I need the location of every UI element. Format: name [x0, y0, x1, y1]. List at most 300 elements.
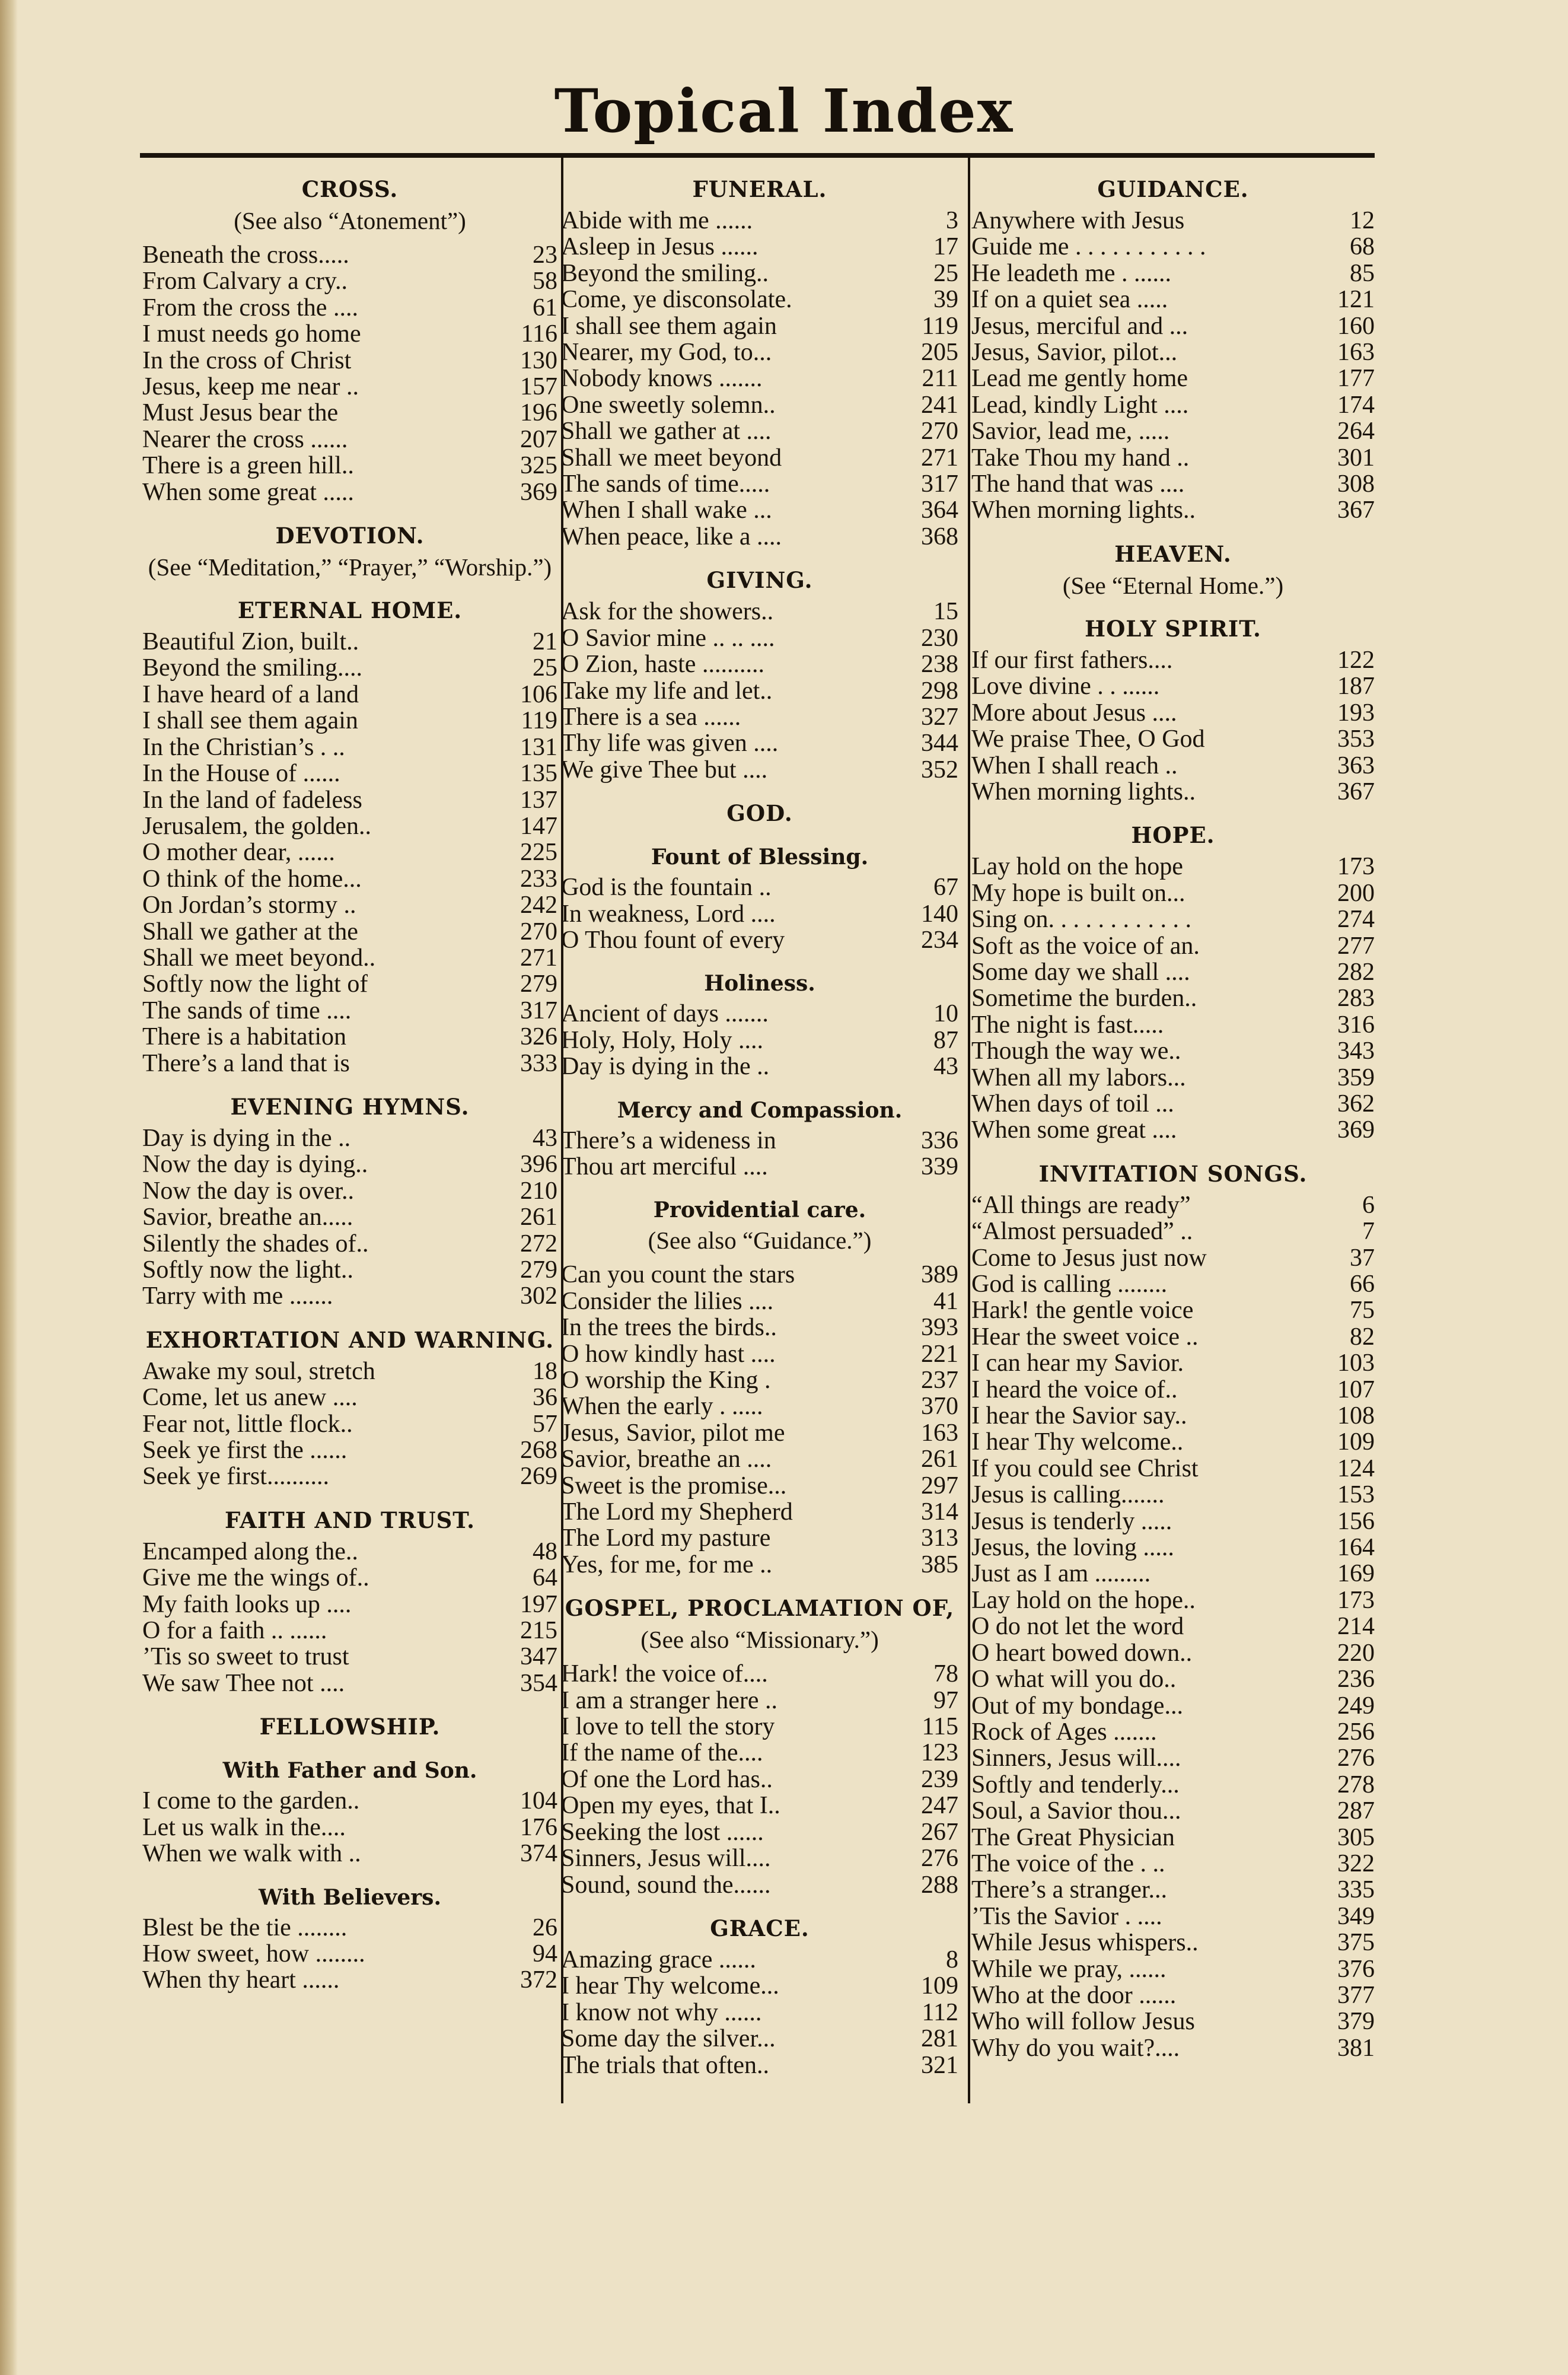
hymn-number: 43	[933, 1053, 958, 1081]
index-entry	[561, 730, 958, 756]
hymn-number: 25	[533, 654, 557, 682]
index-section	[142, 1507, 557, 1696]
hymn-title: We saw Thee not ....	[142, 1670, 345, 1697]
index-entry	[971, 339, 1375, 365]
hymn-number: 278	[1337, 1771, 1375, 1798]
hymn-number: 261	[921, 1446, 958, 1473]
hymn-title: Take Thou my hand ..	[971, 444, 1190, 472]
hymn-number: 239	[921, 1765, 958, 1793]
hymn-number: 385	[921, 1551, 958, 1578]
index-section	[971, 176, 1375, 524]
hymn-number: 372	[520, 1966, 557, 1994]
hymn-title: Just as I am .........	[971, 1561, 1151, 1587]
hymn-title: The sands of time ....	[142, 997, 352, 1024]
hymn-number: 321	[921, 2051, 958, 2079]
index-entry	[561, 1740, 958, 1766]
hymn-title: I know not why ......	[561, 1999, 762, 2026]
hymn-title: Now the day is over..	[142, 1177, 354, 1205]
hymn-number: 349	[1337, 1902, 1375, 1930]
index-entry	[142, 1151, 557, 1177]
section-heading: HOPE.	[1131, 822, 1215, 849]
index-entry	[142, 1411, 557, 1437]
index-entry	[142, 708, 557, 734]
hymn-title: While we pray, ......	[971, 1956, 1167, 1982]
hymn-number: 287	[1337, 1797, 1375, 1825]
hymn-number: 108	[1337, 1402, 1375, 1430]
hymn-title: Of one the Lord has..	[561, 1766, 773, 1793]
index-entry	[561, 365, 958, 391]
index-entry	[142, 1024, 557, 1050]
index-entry	[561, 1947, 958, 1973]
hymn-number: 283	[1337, 985, 1375, 1013]
hymn-title: Consider the lilies ....	[561, 1288, 774, 1315]
index-entry	[971, 1245, 1375, 1271]
index-entry	[142, 1231, 557, 1257]
hymn-title: We praise Thee, O God	[971, 726, 1205, 753]
hymn-title: Holy, Holy, Holy ....	[561, 1027, 764, 1054]
hymn-title: In the House of ......	[142, 760, 340, 787]
hymn-title: Sweet is the promise...	[561, 1472, 787, 1500]
section-heading: GIVING.	[706, 567, 813, 594]
hymn-number: 221	[921, 1340, 958, 1368]
hymn-number: 174	[1337, 391, 1375, 419]
index-entry	[971, 1825, 1375, 1851]
index-entry	[142, 1618, 557, 1644]
index-entry	[561, 260, 958, 286]
index-entry	[142, 1358, 557, 1384]
section-subheading: Fount of Blessing.	[651, 845, 869, 870]
section-heading: FUNERAL.	[692, 176, 827, 202]
book-spine-edge	[0, 0, 18, 2375]
index-entry	[971, 418, 1375, 444]
index-entry	[561, 1872, 958, 1898]
hymn-title: Beautiful Zion, built..	[142, 629, 359, 655]
index-entry	[971, 1930, 1375, 1956]
hymn-number: 237	[921, 1367, 958, 1394]
hymn-title: Thou art merciful ....	[561, 1153, 768, 1180]
cross-reference-note: (See “Eternal Home.”)	[1062, 571, 1284, 599]
hymn-number: 123	[921, 1739, 958, 1767]
hymn-number: 177	[1337, 365, 1375, 393]
index-section	[971, 615, 1375, 805]
hymn-title: Lead, kindly Light ....	[971, 391, 1189, 419]
hymn-number: 94	[533, 1940, 557, 1968]
hymn-title: Jesus, Savior, pilot me	[561, 1419, 785, 1447]
index-entry	[561, 1973, 958, 1999]
hymn-title: Shall we gather at the	[142, 918, 358, 945]
hymn-number: 347	[520, 1643, 557, 1671]
index-entry	[142, 1967, 557, 1993]
hymn-title: My faith looks up ....	[142, 1591, 352, 1618]
hymn-number: 247	[921, 1792, 958, 1820]
index-entry	[971, 1561, 1375, 1587]
index-entry	[971, 2008, 1375, 2035]
hymn-number: 238	[921, 651, 958, 679]
hymn-number: 301	[1337, 444, 1375, 472]
hymn-title: I hear Thy welcome...	[561, 1973, 779, 2000]
section-subheading: With Believers.	[259, 1884, 441, 1910]
hymn-title: Jesus is tenderly .....	[971, 1508, 1172, 1535]
hymn-title: Fear not, little flock..	[142, 1411, 353, 1438]
hymn-number: 75	[1350, 1297, 1375, 1325]
section-heading: HOLY SPIRIT.	[1085, 615, 1261, 642]
hymn-number: 270	[921, 418, 958, 445]
hymn-number: 157	[520, 373, 557, 401]
hymn-title: Beyond the smiling....	[142, 655, 362, 682]
hymn-number: 279	[520, 970, 557, 998]
hymn-title: Soft as the voice of an.	[971, 932, 1200, 959]
hymn-number: 37	[1350, 1244, 1375, 1272]
index-entry	[561, 1001, 958, 1027]
section-heading: EXHORTATION AND WARNING.	[145, 1326, 554, 1353]
index-entry	[561, 2000, 958, 2026]
hymn-number: 270	[520, 918, 557, 945]
section-heading: CROSS.	[301, 176, 399, 202]
cross-reference-note: (See also “Missionary.”)	[640, 1626, 879, 1654]
hymn-title: In the Christian’s . ..	[142, 734, 345, 761]
hymn-number: 104	[520, 1787, 557, 1815]
index-entry	[971, 779, 1375, 805]
hymn-title: Softly and tenderly...	[971, 1771, 1180, 1798]
index-section	[561, 1097, 958, 1180]
index-entry	[142, 400, 557, 426]
index-entry	[971, 1693, 1375, 1719]
index-entry	[142, 374, 557, 400]
index-entry	[561, 471, 958, 497]
hymn-number: 396	[520, 1151, 557, 1179]
index-entry	[971, 1877, 1375, 1903]
hymn-number: 326	[520, 1023, 557, 1051]
hymn-title: Sinners, Jesus will....	[971, 1745, 1181, 1772]
index-entry	[142, 1915, 557, 1941]
hymn-title: I shall see them again	[142, 708, 358, 734]
hymn-title: I have heard of a land	[142, 681, 359, 708]
hymn-number: 200	[1337, 879, 1375, 907]
hymn-number: 107	[1337, 1376, 1375, 1403]
hymn-number: 210	[520, 1177, 557, 1205]
hymn-number: 193	[1337, 699, 1375, 727]
index-entry	[971, 1117, 1375, 1143]
hymn-number: 236	[1337, 1666, 1375, 1693]
hymn-number: 130	[520, 346, 557, 374]
hymn-title: Yes, for me, for me ..	[561, 1551, 773, 1578]
hymn-number: 274	[1337, 906, 1375, 934]
index-entry	[971, 1745, 1375, 1771]
hymn-title: Jesus, the loving .....	[971, 1534, 1174, 1561]
hymn-number: 109	[1337, 1428, 1375, 1456]
hymn-title: Seeking the lost ......	[561, 1819, 764, 1846]
section-heading: HEAVEN.	[1114, 540, 1232, 567]
hymn-number: 256	[1337, 1718, 1375, 1746]
index-entry	[142, 655, 557, 681]
hymn-title: How sweet, how ........	[142, 1940, 365, 1968]
index-entry	[142, 1941, 557, 1967]
index-entry	[561, 339, 958, 365]
index-entry	[561, 1819, 958, 1845]
index-entry	[561, 1393, 958, 1419]
section-heading: ETERNAL HOME.	[237, 597, 463, 624]
index-entry	[971, 1482, 1375, 1508]
hymn-number: 43	[533, 1124, 557, 1152]
hymn-title: God is calling ........	[971, 1271, 1168, 1298]
hymn-title: Amazing grace ......	[561, 1946, 756, 1973]
hymn-title: If on a quiet sea .....	[971, 286, 1168, 313]
hymn-title: “Almost persuaded” ..	[971, 1218, 1193, 1245]
index-entry	[561, 524, 958, 550]
index-entry	[971, 2035, 1375, 2061]
section-heading: FAITH AND TRUST.	[225, 1507, 475, 1533]
hymn-title: Softly now the light of	[142, 971, 368, 998]
hymn-title: Ancient of days .......	[561, 1001, 769, 1027]
hymn-title: Why do you wait?....	[971, 2035, 1180, 2062]
hymn-number: 131	[520, 733, 557, 761]
hymn-number: 333	[520, 1049, 557, 1077]
hymn-number: 363	[1337, 752, 1375, 779]
hymn-number: 78	[933, 1660, 958, 1688]
hymn-number: 21	[533, 628, 557, 656]
index-entry	[561, 208, 958, 234]
index-entry	[971, 365, 1375, 391]
index-entry	[142, 426, 557, 453]
section-heading: INVITATION SONGS.	[1038, 1160, 1308, 1187]
index-entry	[561, 625, 958, 651]
index-entry	[142, 1204, 557, 1230]
hymn-number: 339	[921, 1153, 958, 1180]
index-entry	[561, 1793, 958, 1819]
hymn-number: 389	[921, 1261, 958, 1289]
hymn-title: Now the day is dying..	[142, 1151, 368, 1178]
hymn-title: Nearer the cross ......	[142, 426, 348, 453]
hymn-title: Nobody knows .......	[561, 365, 763, 392]
hymn-title: I shall see them again	[561, 313, 777, 340]
section-heading: FELLOWSHIP.	[259, 1714, 441, 1740]
index-entry	[142, 1257, 557, 1283]
index-entry	[561, 234, 958, 260]
hymn-number: 344	[921, 730, 958, 757]
hymn-number: 173	[1337, 853, 1375, 881]
index-section	[142, 522, 557, 580]
hymn-number: 18	[533, 1357, 557, 1385]
index-entry	[971, 1956, 1375, 1982]
hymn-title: O do not let the word	[971, 1613, 1184, 1640]
index-entry	[971, 1508, 1375, 1534]
hymn-number: 264	[1337, 418, 1375, 445]
hymn-title: O heart bowed down..	[971, 1639, 1193, 1667]
index-section	[561, 843, 958, 953]
index-entry	[971, 1719, 1375, 1745]
hymn-title: Rock of Ages .......	[971, 1718, 1157, 1746]
index-entry	[142, 945, 557, 971]
hymn-number: 176	[520, 1813, 557, 1841]
hymn-title: Lead me gently home	[971, 365, 1188, 392]
hymn-title: There’s a stranger...	[971, 1877, 1168, 1903]
hymn-number: 156	[1337, 1507, 1375, 1535]
hymn-number: 153	[1337, 1481, 1375, 1509]
hymn-number: 103	[1337, 1349, 1375, 1377]
index-entry	[561, 874, 958, 900]
hymn-number: 233	[520, 865, 557, 893]
hymn-number: 376	[1337, 1955, 1375, 1983]
index-entry	[971, 1350, 1375, 1376]
hymn-title: “All things are ready”	[971, 1192, 1191, 1219]
index-entry	[561, 418, 958, 444]
hymn-title: Take my life and let..	[561, 677, 773, 704]
index-entry	[971, 854, 1375, 880]
index-entry	[971, 1403, 1375, 1429]
column-divider-2	[968, 158, 970, 2103]
hymn-title: When we walk with ..	[142, 1841, 361, 1867]
index-entry	[971, 1271, 1375, 1297]
hymn-title: I hear the Savior say..	[971, 1403, 1187, 1430]
index-entry	[561, 1845, 958, 1871]
index-entry	[971, 1377, 1375, 1403]
index-entry	[971, 1903, 1375, 1930]
index-section	[971, 540, 1375, 598]
hymn-title: Guide me . . . . . . . . . . .	[971, 234, 1206, 260]
index-entry	[142, 1788, 557, 1814]
hymn-title: Encamped along the..	[142, 1538, 358, 1565]
index-entry	[971, 1587, 1375, 1613]
hymn-title: Sinners, Jesus will....	[561, 1845, 771, 1872]
hymn-title: Lay hold on the hope	[971, 854, 1183, 880]
hymn-number: 215	[520, 1617, 557, 1645]
index-entry	[142, 1384, 557, 1411]
index-entry	[142, 1283, 557, 1309]
index-entry	[142, 1539, 557, 1565]
hymn-title: I can hear my Savior.	[971, 1350, 1184, 1377]
hymn-number: 112	[922, 1998, 958, 2026]
hymn-number: 317	[520, 997, 557, 1024]
hymn-number: 68	[1350, 233, 1375, 261]
index-entry	[142, 1841, 557, 1867]
index-entry	[142, 1670, 557, 1696]
index-entry	[142, 734, 557, 760]
hymn-number: 317	[921, 470, 958, 498]
index-entry	[971, 234, 1375, 260]
section-subheading: Holiness.	[704, 971, 815, 997]
hymn-number: 242	[520, 892, 557, 919]
hymn-title: Savior, breathe an.....	[142, 1204, 353, 1231]
index-entry	[561, 1688, 958, 1714]
hymn-number: 66	[1350, 1271, 1375, 1298]
hymn-number: 82	[1350, 1323, 1375, 1351]
hymn-title: There’s a land that is	[142, 1050, 350, 1077]
hymn-title: Though the way we..	[971, 1038, 1181, 1065]
hymn-number: 8	[946, 1946, 958, 1973]
hymn-number: 297	[921, 1472, 958, 1500]
hymn-number: 308	[1337, 470, 1375, 498]
index-section	[561, 800, 958, 827]
index-entry	[561, 2052, 958, 2078]
hymn-title: When thy heart ......	[142, 1967, 340, 1994]
hymn-number: 137	[520, 786, 557, 814]
index-section	[971, 1160, 1375, 2061]
hymn-number: 276	[921, 1845, 958, 1873]
hymn-title: Sing on. . . . . . . . . . . .	[971, 906, 1192, 933]
hymn-title: Nearer, my God, to...	[561, 339, 772, 366]
cross-reference-note: (See “Meditation,” “Prayer,” “Worship.”)	[148, 553, 552, 581]
index-entry	[971, 880, 1375, 906]
hymn-number: 197	[520, 1590, 557, 1618]
hymn-number: 97	[933, 1686, 958, 1714]
hymn-title: When I shall wake ...	[561, 497, 772, 524]
hymn-title: O Thou fount of every	[561, 927, 785, 954]
hymn-number: 267	[921, 1818, 958, 1846]
hymn-title: When all my labors...	[971, 1064, 1186, 1091]
index-entry	[142, 268, 557, 294]
hymn-number: 119	[922, 312, 958, 340]
index-section	[561, 1915, 958, 2078]
hymn-title: I must needs go home	[142, 321, 361, 348]
hymn-title: Thy life was given ....	[561, 730, 779, 757]
hymn-title: Come to Jesus just now	[971, 1244, 1207, 1271]
index-entry	[561, 2026, 958, 2052]
section-heading: GRACE.	[710, 1915, 810, 1941]
index-entry	[561, 927, 958, 953]
hymn-title: Some day we shall ....	[971, 959, 1190, 986]
index-entry	[561, 1128, 958, 1154]
index-section	[561, 176, 958, 550]
hymn-title: On Jordan’s stormy ..	[142, 892, 356, 919]
page-title: Topical Index	[554, 76, 1014, 146]
hymn-number: 249	[1337, 1692, 1375, 1720]
index-column-2	[561, 167, 958, 2095]
hymn-number: 26	[533, 1914, 557, 1941]
cross-reference-note: (See also “Atonement”)	[234, 207, 466, 234]
hymn-title: O Savior mine .. .. ....	[561, 625, 775, 652]
hymn-number: 160	[1337, 312, 1375, 340]
hymn-number: 302	[520, 1282, 557, 1310]
hymn-title: Jesus, merciful and ...	[971, 313, 1188, 340]
hymn-title: O what will you do..	[971, 1666, 1177, 1693]
section-heading: DEVOTION.	[275, 523, 425, 549]
index-section	[142, 1757, 557, 1867]
hymn-number: 10	[933, 1000, 958, 1028]
index-entry	[142, 1463, 557, 1489]
hymn-title: Soul, a Savior thou...	[971, 1798, 1181, 1825]
index-entry	[971, 497, 1375, 523]
hymn-number: 122	[1337, 646, 1375, 674]
hymn-number: 3	[946, 207, 958, 234]
index-entry	[142, 629, 557, 655]
hymn-title: Shall we meet beyond..	[142, 944, 376, 972]
hymn-title: I heard the voice of..	[971, 1376, 1178, 1403]
hymn-title: Shall we meet beyond	[561, 444, 782, 472]
hymn-title: Savior, lead me, .....	[971, 418, 1170, 445]
hymn-title: Let us walk in the....	[142, 1814, 346, 1841]
hymn-title: The sands of time.....	[561, 471, 770, 498]
index-entry	[142, 479, 557, 505]
index-entry	[561, 286, 958, 313]
hymn-title: The Lord my Shepherd	[561, 1499, 793, 1526]
hymn-number: 119	[521, 707, 557, 735]
hymn-title: If you could see Christ	[971, 1455, 1199, 1482]
hymn-number: 336	[921, 1126, 958, 1154]
index-entry	[971, 959, 1375, 985]
index-section	[142, 1093, 557, 1310]
index-entry	[971, 208, 1375, 234]
hymn-title: My hope is built on...	[971, 880, 1185, 907]
index-entry	[561, 497, 958, 523]
hymn-number: 269	[520, 1463, 557, 1491]
hymn-title: Abide with me ......	[561, 208, 753, 234]
hymn-number: 15	[933, 598, 958, 626]
hymn-number: 234	[921, 926, 958, 954]
hymn-number: 261	[520, 1204, 557, 1231]
index-entry	[561, 1053, 958, 1080]
hymn-title: While Jesus whispers..	[971, 1930, 1199, 1956]
hymn-number: 57	[533, 1410, 557, 1438]
